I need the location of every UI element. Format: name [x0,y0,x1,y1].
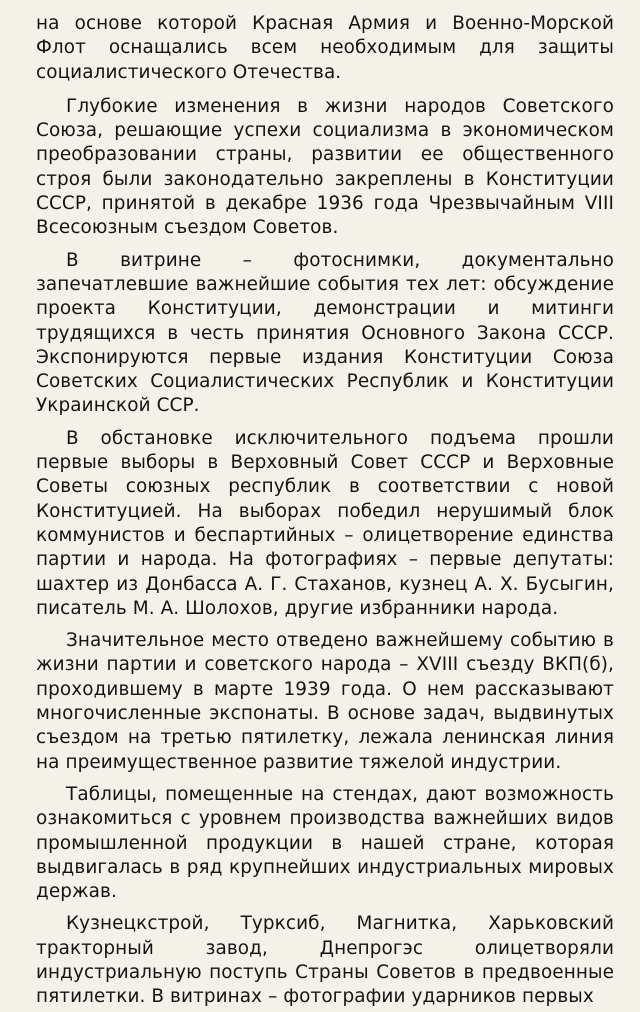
paragraph-1: на основе которой Красная Армия и Военно-Морской Флот оснащались всем необходимым для защиты социалистического Отечества. [36,13,614,83]
paragraph-4: В обстановке исключительного подъема прошли первые выборы в Верховный Совет СССР и Верховные Советы союзных республик в соответствии с новой Конституцией. На выборах победил нерушимый блок коммунистов и беспартийных – олицетворение единства партии и народа. На фотографиях – первые депутаты: шахтер из Донбасса А. Г. Стаханов, кузнец А. Х. Бусыгин, писатель М. А. Шолохов, другие избранники народа. [36,427,614,619]
paragraph-2: Глубокие изменения в жизни народов Советского Союза, решающие успехи социализма в экономическом преобразовании страны, развитии ее общественного строя были законодательно закреплены в Конституции СССР, принятой в декабре 1936 года Чрезвычайным VIII Всесоюзным съездом Советов. [36,95,614,239]
paragraph-7: Кузнецкстрой, Турксиб, Магнитка, Харьковский тракторный завод, Днепрогэс олицетворяли индустриальную поступь Страны Советов в предвоенные пятилетки. В витринах – фотографии ударников первых [36,913,614,1008]
paragraph-6: Таблицы, помещенные на стендах, дают возможность ознакомиться с уровнем производства важнейших видов промышленной продукции в нашей стране, которая выдвигалась в ряд крупнейших индустриальных мировых держав. [36,783,614,903]
paragraph-5: Значительное место отведено важнейшему событию в жизни партии и советского народа – XVIII съезду ВКП(б), проходившему в марте 1939 года. О нем рассказывают многочисленные экспонаты. В основе задач, выдвинутых съездом на третью пятилетку, лежала ленинская линия на преимущественное развитие тяжелой индустрии. [36,630,614,773]
paragraph-3: В витрине – фотоснимки, документально запечатлевшие важнейшие события тех лет: обсуждение проекта Конституции, демонстрации и митинги трудящихся в честь принятия Основного Закона СССР. Экспонируются первые издания Конституции Союза Советских Социалистических Республик и Конституции Украинской ССР. [36,249,614,417]
